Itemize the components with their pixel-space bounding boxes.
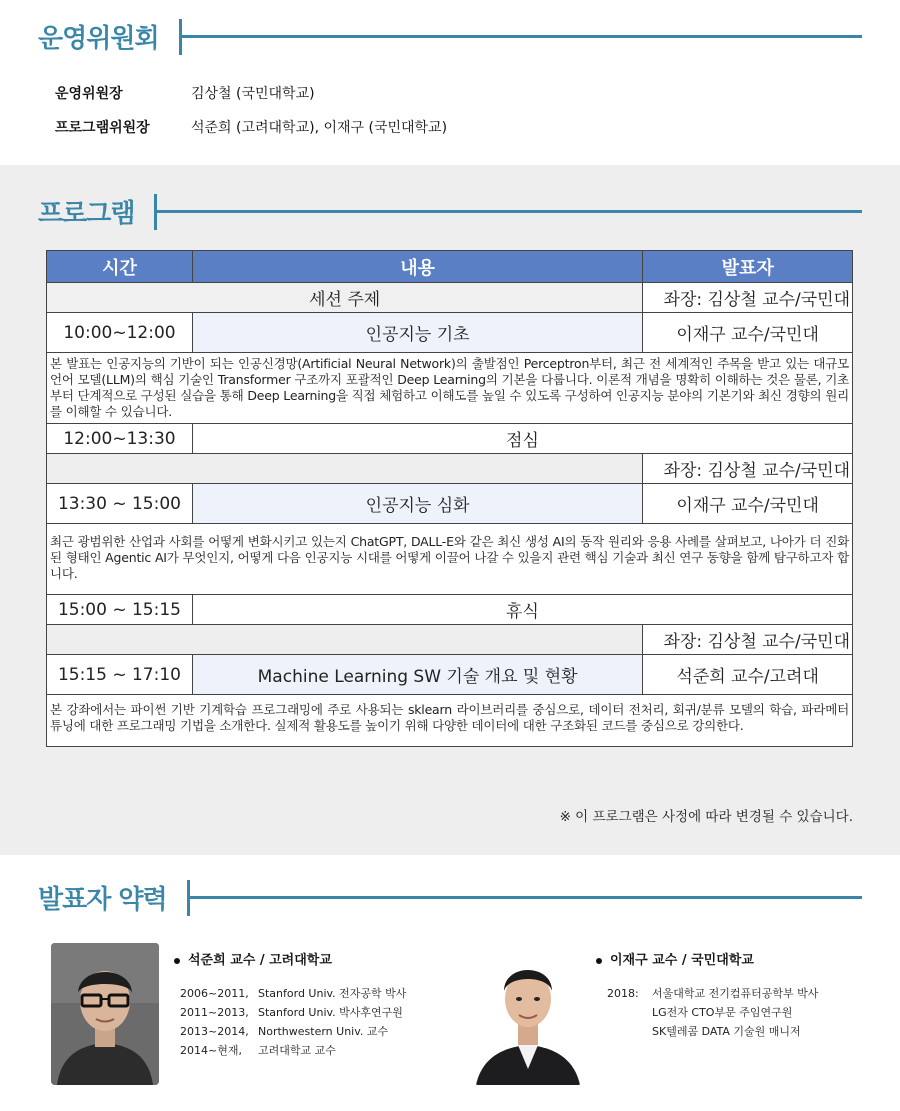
talk-speaker: 이재구 교수/국민대: [643, 484, 853, 524]
career-desc: Northwestern Univ. 교수: [258, 1025, 389, 1038]
program-note: ※ 이 프로그램은 사정에 따라 변경될 수 있습니다.: [559, 809, 853, 825]
committee-title: 운영위원회: [38, 24, 159, 54]
committee-member: 김상철 (국민대학교): [191, 86, 315, 102]
session-chair: 좌장: 김상철 교수/국민대: [643, 625, 853, 655]
career-item: [180, 984, 406, 1003]
career-desc: 고려대학교 교수: [258, 1044, 336, 1057]
person-portrait-icon: [51, 943, 159, 1085]
talk-title: 인공지능 심화: [192, 484, 642, 524]
bullet-icon: [174, 958, 180, 964]
career-item: [607, 1003, 818, 1022]
committee-member: 석준희 (고려대학교), 이재구 (국민대학교): [191, 120, 448, 136]
committee-section: [0, 0, 900, 165]
break-row: [47, 595, 853, 625]
break-row: [47, 424, 853, 454]
career-year: 2018:: [607, 987, 639, 1000]
talk-title: 인공지능 기초: [192, 313, 642, 353]
person-portrait-icon: [474, 943, 582, 1085]
program-section: [0, 165, 900, 855]
talk-desc-row: [47, 524, 853, 595]
career-year: 2013~2014,: [180, 1025, 249, 1038]
career-desc: LG전자 CTO부문 주임연구원: [652, 1006, 793, 1019]
committee-role: 운영위원장: [55, 86, 123, 102]
career-item: [180, 1003, 406, 1022]
header-time: 시간: [47, 251, 193, 283]
talk-row: [47, 313, 853, 353]
bullet-icon: [596, 958, 602, 964]
speaker-photo: [474, 943, 582, 1085]
talk-speaker: 이재구 교수/국민대: [643, 313, 853, 353]
break-label: 휴식: [192, 595, 852, 625]
program-table: [46, 250, 853, 747]
talk-title: Machine Learning SW 기술 개요 및 현황: [192, 655, 642, 695]
session-chair: 좌장: 김상철 교수/국민대: [643, 454, 853, 484]
speaker-photo: [51, 943, 159, 1085]
program-title: 프로그램: [38, 199, 135, 229]
speakers-section: [0, 855, 900, 1111]
session-chair: 좌장: 김상철 교수/국민대: [643, 283, 853, 313]
talk-time: 10:00~12:00: [47, 313, 193, 353]
session-row: [47, 625, 853, 655]
session-blank: [47, 625, 643, 655]
break-label: 점심: [192, 424, 852, 454]
talk-desc-row: [47, 353, 853, 424]
committee-role: 프로그램위원장: [55, 120, 150, 136]
career-desc: Stanford Univ. 박사후연구원: [258, 1006, 403, 1019]
committee-row: [55, 83, 315, 103]
speaker-career: [180, 984, 406, 1060]
talk-desc-row: [47, 695, 853, 747]
talk-description: 본 강좌에서는 파이썬 기반 기계학습 프로그래밍에 주로 사용되는 sklearn 라이브러리를 중심으로, 데이터 전처리, 회귀/분류 모델의 학습, 파라메터 튜닝에 대한 프로그래밍 기법을 소개한다. 실제적 활용도를 높이기 위해 다양한 데이터에 대한 구조화된 코드를 중심으로 강의한다.: [47, 695, 853, 747]
committee-row: [55, 117, 447, 137]
career-year: 2011~2013,: [180, 1006, 249, 1019]
career-item: [180, 1022, 406, 1041]
speaker-name: 이재구 교수 / 국민대학교: [610, 953, 754, 968]
career-item: [607, 1022, 818, 1041]
session-blank: [47, 454, 643, 484]
talk-description: 최근 광범위한 산업과 사회를 어떻게 변화시키고 있는지 ChatGPT, DALL-E와 같은 최신 생성 AI의 동작 원리와 응용 사례를 살펴보고, 나아가 더 진화된 형태인 Agentic AI가 무엇인지, 어떻게 다음 인공지능 시대를 어떻게 이끌어 나갈 수 있을지 관련 핵심 기술과 최신 연구 동향을 함께 탐구하고자 합니다.: [47, 524, 853, 595]
header-speaker: 발표자: [643, 251, 853, 283]
speaker-name-row: [596, 949, 754, 968]
break-time: 12:00~13:30: [47, 424, 193, 454]
career-desc: 서울대학교 전기컴퓨터공학부 박사: [652, 987, 819, 1000]
speaker-name-row: [174, 949, 332, 968]
career-item: [180, 1041, 406, 1060]
session-row: [47, 283, 853, 313]
header-rule: [182, 35, 862, 38]
header-content: 내용: [192, 251, 642, 283]
session-topic: 세션 주제: [47, 283, 643, 313]
talk-description: 본 발표는 인공지능의 기반이 되는 인공신경망(Artificial Neural Network)의 출발점인 Perceptron부터, 최근 전 세계적인 주목을 받고 있는 대규모 언어 모델(LLM)의 핵심 기술인 Transformer 구조까지 포괄적인 Deep Learning의 기본을 다룹니다. 이론적 개념을 명확히 이해하는 것은 물론, 기초부터 단계적으로 구성된 실습을 통해 Deep Learning을 직접 체험하고 이해도를 높일 수 있도록 구성하여 인공지능 분야의 기본기와 최신 경향의 원리를 이해할 수 있습니다.: [47, 353, 853, 424]
talk-speaker: 석준희 교수/고려대: [643, 655, 853, 695]
career-year: 2006~2011,: [180, 987, 249, 1000]
break-time: 15:00 ~ 15:15: [47, 595, 193, 625]
program-header: [38, 193, 862, 230]
speakers-title: 발표자 약력: [38, 885, 167, 915]
committee-header: [38, 18, 862, 55]
talk-time: 15:15 ~ 17:10: [47, 655, 193, 695]
table-header-row: [47, 251, 853, 283]
talk-row: [47, 655, 853, 695]
talk-time: 13:30 ~ 15:00: [47, 484, 193, 524]
career-desc: Stanford Univ. 전자공학 박사: [258, 987, 407, 1000]
speakers-header: [38, 879, 862, 916]
session-row: [47, 454, 853, 484]
career-desc: SK텔레콤 DATA 기술원 매니저: [652, 1025, 801, 1038]
career-item: [607, 984, 818, 1003]
talk-row: [47, 484, 853, 524]
speaker-career: [607, 984, 818, 1041]
career-year: 2014~현재,: [180, 1044, 242, 1057]
header-rule: [157, 210, 862, 213]
speaker-name: 석준희 교수 / 고려대학교: [188, 953, 332, 968]
header-rule: [190, 896, 862, 899]
